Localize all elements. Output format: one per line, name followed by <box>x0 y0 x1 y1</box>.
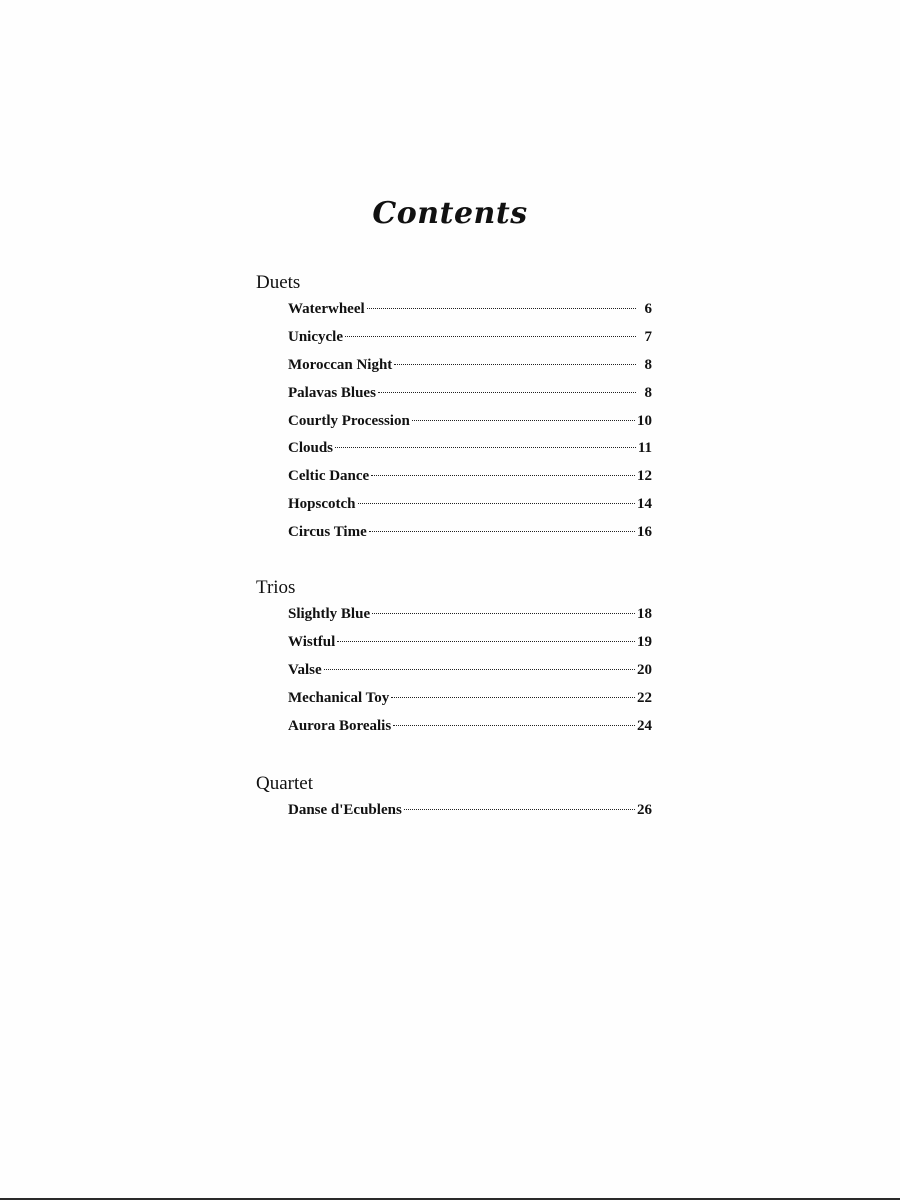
entry-title: Clouds <box>288 440 334 457</box>
dot-leader <box>378 392 636 393</box>
dot-leader <box>335 447 636 448</box>
toc-entry <box>256 797 652 825</box>
section-heading: Duets <box>256 272 301 293</box>
entry-page-number: 14 <box>637 496 652 513</box>
dot-leader <box>367 308 636 309</box>
dot-leader <box>372 613 635 614</box>
toc-entry <box>256 324 652 352</box>
entry-title: Mechanical Toy <box>288 689 390 706</box>
entry-page-number: 11 <box>637 440 652 457</box>
dot-leader <box>404 809 635 810</box>
dot-leader <box>391 697 635 698</box>
entry-page-number: 20 <box>637 661 652 678</box>
toc-entry <box>256 519 652 547</box>
dot-leader <box>324 669 635 670</box>
entry-list <box>256 296 652 547</box>
entry-title: Wistful <box>288 633 336 650</box>
toc-entry <box>256 408 652 436</box>
toc-entry <box>256 296 652 324</box>
entry-title: Palavas Blues <box>288 384 376 401</box>
toc-entry <box>256 601 652 629</box>
dot-leader <box>345 336 636 337</box>
entry-page-number: 10 <box>637 412 652 429</box>
entry-page-number: 16 <box>637 524 652 541</box>
toc-entry <box>256 629 652 657</box>
toc-entry <box>256 491 652 519</box>
page-title: Contents <box>372 196 528 231</box>
entry-page-number: 24 <box>637 717 652 734</box>
dot-leader <box>371 475 635 476</box>
entry-title: Waterwheel <box>288 301 365 317</box>
dot-leader <box>393 725 635 726</box>
entry-list <box>256 797 652 825</box>
toc-entry <box>256 352 652 380</box>
entry-title: Unicycle <box>288 328 343 345</box>
entry-page-number: 8 <box>644 384 652 401</box>
entry-page-number: 18 <box>637 606 652 622</box>
entry-title: Aurora Borealis <box>288 717 392 734</box>
dot-leader <box>369 531 635 532</box>
dot-leader <box>337 641 635 642</box>
entry-page-number: 8 <box>644 356 652 373</box>
entry-page-number: 12 <box>637 468 652 485</box>
section-heading: Quartet <box>256 773 313 794</box>
entry-page-number: 22 <box>637 689 652 706</box>
entry-title: Hopscotch <box>288 496 356 513</box>
dot-leader <box>394 364 636 365</box>
entry-page-number: 26 <box>637 802 652 818</box>
toc-entry <box>256 435 652 463</box>
entry-page-number: 19 <box>637 633 652 650</box>
entry-title: Circus Time <box>288 524 367 541</box>
dot-leader <box>412 420 635 421</box>
entry-page-number: 7 <box>644 328 652 345</box>
entry-list <box>256 601 652 740</box>
toc-entry <box>256 380 652 408</box>
toc-entry <box>256 463 652 491</box>
entry-title: Moroccan Night <box>288 356 393 373</box>
dot-leader <box>358 503 636 504</box>
toc-entry <box>256 657 652 685</box>
section-quartet <box>256 771 652 825</box>
section-trios <box>256 575 652 740</box>
toc-entry <box>256 685 652 713</box>
entry-title: Slightly Blue <box>288 606 371 622</box>
entry-title: Celtic Dance <box>288 468 370 485</box>
section-duets <box>256 270 652 547</box>
entry-title: Valse <box>288 661 322 678</box>
toc-entry <box>256 713 652 741</box>
section-heading: Trios <box>256 577 296 598</box>
entry-title: Courtly Procession <box>288 412 410 429</box>
entry-title: Danse d'Ecublens <box>288 802 402 818</box>
entry-page-number: 6 <box>644 301 652 317</box>
